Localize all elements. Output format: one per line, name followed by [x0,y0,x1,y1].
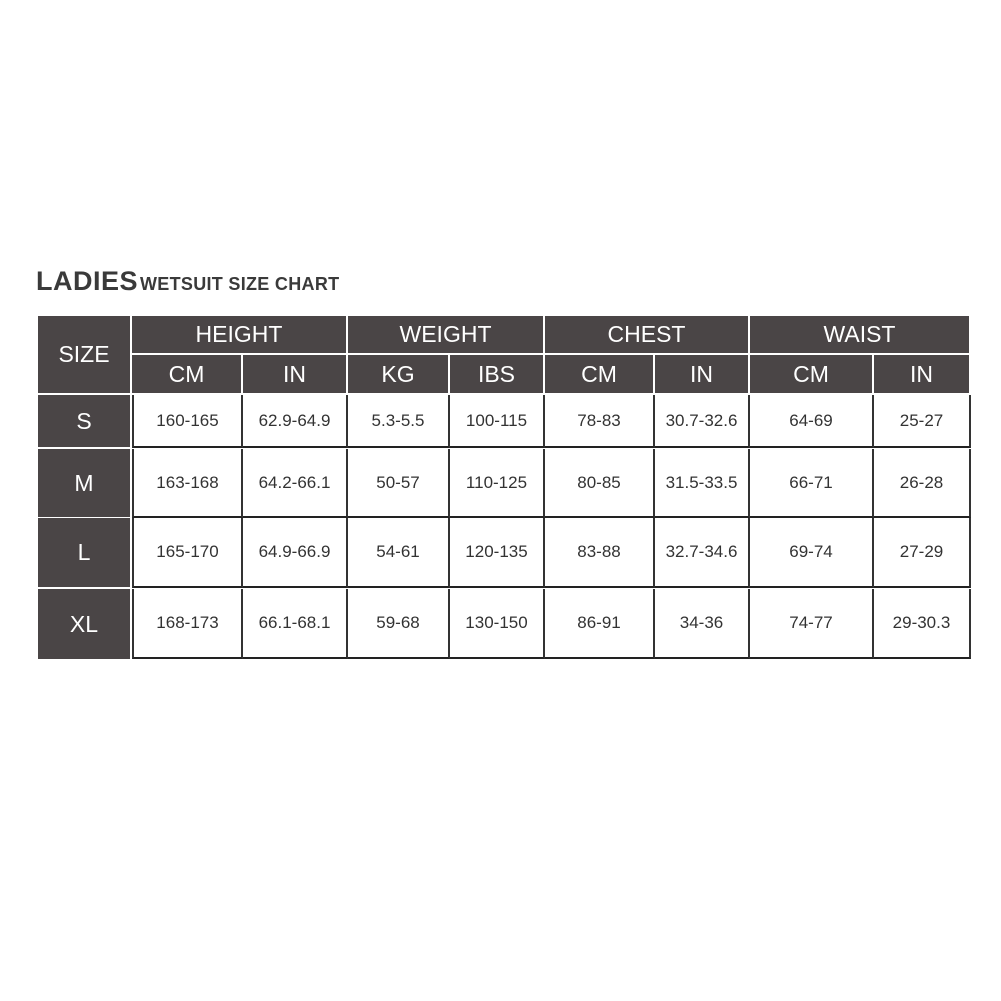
unit-header: IBS [450,355,543,393]
table-cell: 26-28 [874,449,971,518]
table-cell: 165-170 [132,518,243,588]
table-cell: 130-150 [450,589,545,659]
size-label-m: M [38,449,130,517]
group-header-height: HEIGHT [132,316,346,353]
table-cell: 86-91 [545,589,655,659]
table-cell: 160-165 [132,395,243,448]
unit-header: CM [545,355,653,393]
table-cell: 110-125 [450,449,545,518]
table-cell: 64.9-66.9 [243,518,348,588]
table-cell: 30.7-32.6 [655,395,750,448]
size-label-l: L [38,518,130,587]
table-cell: 168-173 [132,589,243,659]
table-cell: 163-168 [132,449,243,518]
table-cell: 64-69 [750,395,874,448]
table-cell: 25-27 [874,395,971,448]
size-label-s: S [38,395,130,447]
table-cell: 62.9-64.9 [243,395,348,448]
table-cell: 120-135 [450,518,545,588]
size-header: SIZE [38,316,130,393]
table-cell: 100-115 [450,395,545,448]
table-cell: 74-77 [750,589,874,659]
table-cell: 66-71 [750,449,874,518]
unit-header: KG [348,355,448,393]
unit-header: CM [132,355,241,393]
table-cell: 5.3-5.5 [348,395,450,448]
unit-header: IN [243,355,346,393]
table-cell: 78-83 [545,395,655,448]
size-label-xl: XL [38,589,130,659]
table-cell: 31.5-33.5 [655,449,750,518]
table-cell: 64.2-66.1 [243,449,348,518]
table-cell: 50-57 [348,449,450,518]
title-main: LADIES [36,266,139,296]
unit-header: IN [874,355,969,393]
group-header-weight: WEIGHT [348,316,543,353]
chart-title [36,266,339,297]
table-cell: 27-29 [874,518,971,588]
table-cell: 34-36 [655,589,750,659]
title-sub: WETSUIT SIZE CHART [140,274,340,294]
group-header-waist: WAIST [750,316,969,353]
table-cell: 69-74 [750,518,874,588]
table-cell: 66.1-68.1 [243,589,348,659]
table-cell: 29-30.3 [874,589,971,659]
table-cell: 80-85 [545,449,655,518]
table-cell: 59-68 [348,589,450,659]
group-header-chest: CHEST [545,316,748,353]
table-cell: 32.7-34.6 [655,518,750,588]
unit-header: CM [750,355,872,393]
table-cell: 83-88 [545,518,655,588]
table-cell: 54-61 [348,518,450,588]
unit-header: IN [655,355,748,393]
